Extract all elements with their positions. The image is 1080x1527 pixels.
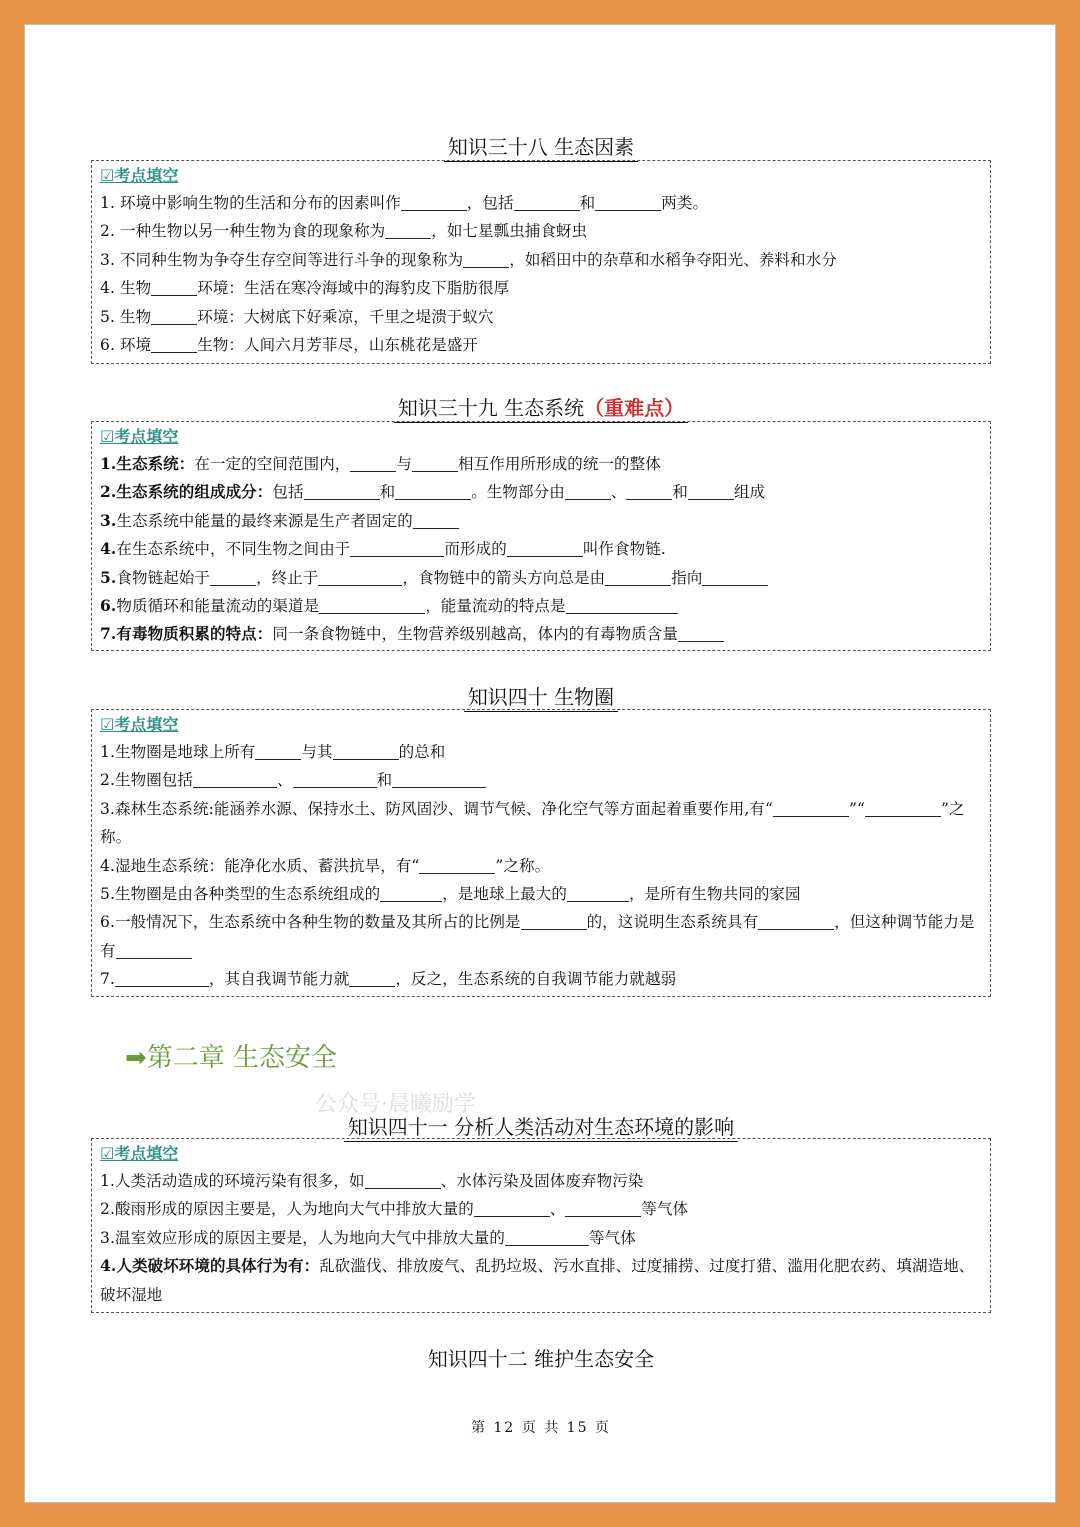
blank[interactable]: [151, 307, 197, 325]
blank[interactable]: [255, 742, 301, 760]
blank[interactable]: [385, 221, 431, 239]
blank[interactable]: [392, 770, 486, 788]
blank[interactable]: [626, 482, 672, 500]
blank[interactable]: [350, 539, 444, 557]
blank[interactable]: [507, 539, 583, 557]
fill-box-38: [91, 160, 991, 364]
blank[interactable]: [319, 596, 425, 614]
page-footer: 第 12 页 共 15 页: [471, 1420, 611, 1436]
blank[interactable]: [419, 856, 495, 874]
blank[interactable]: [773, 799, 849, 817]
fill-box-39: [91, 421, 991, 651]
blank[interactable]: [293, 770, 377, 788]
blank[interactable]: [678, 624, 724, 642]
blank[interactable]: [116, 941, 192, 959]
section-title-39: [25, 392, 1057, 423]
line-39-6: 6.物质循环和能量流动的渠道是 ，能量流动的特点是: [100, 592, 982, 620]
blank[interactable]: [463, 250, 509, 268]
blank[interactable]: [505, 1228, 589, 1246]
line-38-5: 5. 生物 环境：大树底下好乘凉，千里之堤溃于蚁穴: [100, 307, 494, 326]
line-38-3: 3. 不同种生物为争夺生存空间等进行斗争的现象称为 ，如稻田中的杂草和水稻争夺阳光、养料和水分: [100, 250, 837, 269]
blank[interactable]: [412, 454, 458, 472]
blank[interactable]: [702, 568, 768, 586]
section-title-42: [25, 1343, 1057, 1372]
blank[interactable]: [595, 193, 661, 211]
section-title-39-highlight: （重难点）: [584, 396, 685, 420]
blank[interactable]: [395, 482, 471, 500]
tag-label: ☑考点填空: [100, 715, 179, 734]
blank[interactable]: [565, 482, 611, 500]
blank[interactable]: [521, 912, 587, 930]
section-title-41-text: 知识四十一 分析人类活动对生态环境的影响: [344, 1111, 738, 1142]
blank[interactable]: [115, 969, 209, 987]
line-40-3: 3.森林生态系统:能涵养水源、保持水土、防风固沙、调节气候、净化空气等方面起着重要作用,有“ ”“ ”之称。: [100, 799, 965, 847]
blank[interactable]: [333, 742, 399, 760]
line-40-6: 6.一般情况下，生态系统中各种生物的数量及其所占的比例是 的，这说明生态系统具有 ，但这种调节能力是有: [100, 913, 975, 960]
line-40-1: 1.生物圈是地球上所有 与其 的总和: [100, 743, 446, 761]
blank[interactable]: [566, 596, 678, 614]
line-39-4: 4.在生态系统中，不同生物之间由于 而形成的 叫作食物链.: [100, 539, 666, 559]
line-38-2: 2. 一种生物以另一种生物为食的现象称为 ，如七星瓢虫捕食蚜虫: [100, 222, 588, 241]
line-39-1: 1.生态系统：在一定的空间范围内， 与 相互作用所形成的统一的整体: [100, 454, 661, 473]
blank[interactable]: [474, 1199, 550, 1217]
chapter-heading: ➡第二章 生态安全: [125, 1043, 338, 1073]
line-41-4: 4.人类破坏环境的具体行为有：乱砍滥伐、排放废气、乱扔垃圾、污水直排、过度捕捞、过度打猎、滥用化肥农药、填湖造地、破坏湿地: [100, 1256, 975, 1304]
blank[interactable]: [605, 568, 671, 586]
section-title-40: [25, 681, 1057, 712]
line-40-5: 5.生物圈是由各种类型的生态系统组成的 ，是地球上最大的 ，是所有生物共同的家园: [100, 885, 801, 904]
blank[interactable]: [865, 799, 941, 817]
line-40-7: 7. ，其自我调节能力就 ，反之，生态系统的自我调节能力就越弱: [100, 970, 677, 989]
blank[interactable]: [380, 884, 442, 902]
blank[interactable]: [350, 454, 396, 472]
blank[interactable]: [565, 1199, 641, 1217]
blank[interactable]: [413, 511, 459, 529]
line-38-6: 6. 环境 生物：人间六月芳菲尽，山东桃花是盛开: [100, 336, 479, 355]
line-40-4: 4.湿地生态系统：能净化水质、蓄洪抗旱，有“ ”之称。: [100, 856, 551, 875]
blank[interactable]: [758, 912, 834, 930]
blank[interactable]: [401, 193, 467, 211]
line-39-3: 3.生态系统中能量的最终来源是生产者固定的: [100, 507, 982, 535]
tag-label: ☑考点填空: [100, 1144, 179, 1163]
watermark: 公众号·晨曦励学: [315, 1092, 476, 1117]
blank[interactable]: [151, 278, 197, 296]
section-title-38: [25, 131, 1057, 162]
line-38-4: 4. 生物 环境：生活在寒冷海域中的海豹皮下脂肪很厚: [100, 279, 510, 298]
line-41-2: 2.酸雨形成的原因主要是，人为地向大气中排放大量的 、 等气体: [100, 1200, 689, 1219]
tag-label: ☑考点填空: [100, 427, 179, 446]
blank[interactable]: [210, 568, 256, 586]
tag-label: ☑考点填空: [100, 166, 179, 185]
blank[interactable]: [365, 1171, 441, 1189]
document-page: [24, 24, 1056, 1503]
line-40-2: 2.生物圈包括 、 和: [100, 766, 982, 794]
section-title-38-text: 知识三十八 生态因素: [444, 131, 638, 162]
section-title-40-text: 知识四十 生物圈: [464, 681, 618, 712]
blank[interactable]: [318, 568, 402, 586]
section-title-39-text: 知识三十九 生态系统: [397, 396, 585, 420]
section-title-42-text: 知识四十二 维护生态安全: [427, 1347, 655, 1371]
blank[interactable]: [304, 482, 380, 500]
blank[interactable]: [349, 969, 395, 987]
line-39-7: 7.有毒物质积累的特点：同一条食物链中，生物营养级别越高，体内的有毒物质含量: [100, 620, 982, 648]
line-41-3: 3.温室效应形成的原因主要是，人为地向大气中排放大量的 等气体: [100, 1228, 636, 1247]
line-39-2: 2.生态系统的组成成分：包括 和 。生物部分由 、 和 组成: [100, 482, 766, 502]
blank[interactable]: [688, 482, 734, 500]
blank[interactable]: [151, 335, 197, 353]
blank[interactable]: [567, 884, 629, 902]
fill-box-40: [91, 709, 991, 997]
fill-box-41: [91, 1138, 991, 1313]
line-38-1: 1. 环境中影响生物的生活和分布的因素叫作 ，包括 和 两类。: [100, 194, 709, 212]
line-39-5: 5.食物链起始于 ，终止于 ，食物链中的箭头方向总是由 指向: [100, 564, 982, 592]
blank[interactable]: [193, 770, 277, 788]
line-41-1: 1.人类活动造成的环境污染有很多，如 、水体污染及固体废弃物污染: [100, 1172, 644, 1190]
blank[interactable]: [514, 193, 580, 211]
